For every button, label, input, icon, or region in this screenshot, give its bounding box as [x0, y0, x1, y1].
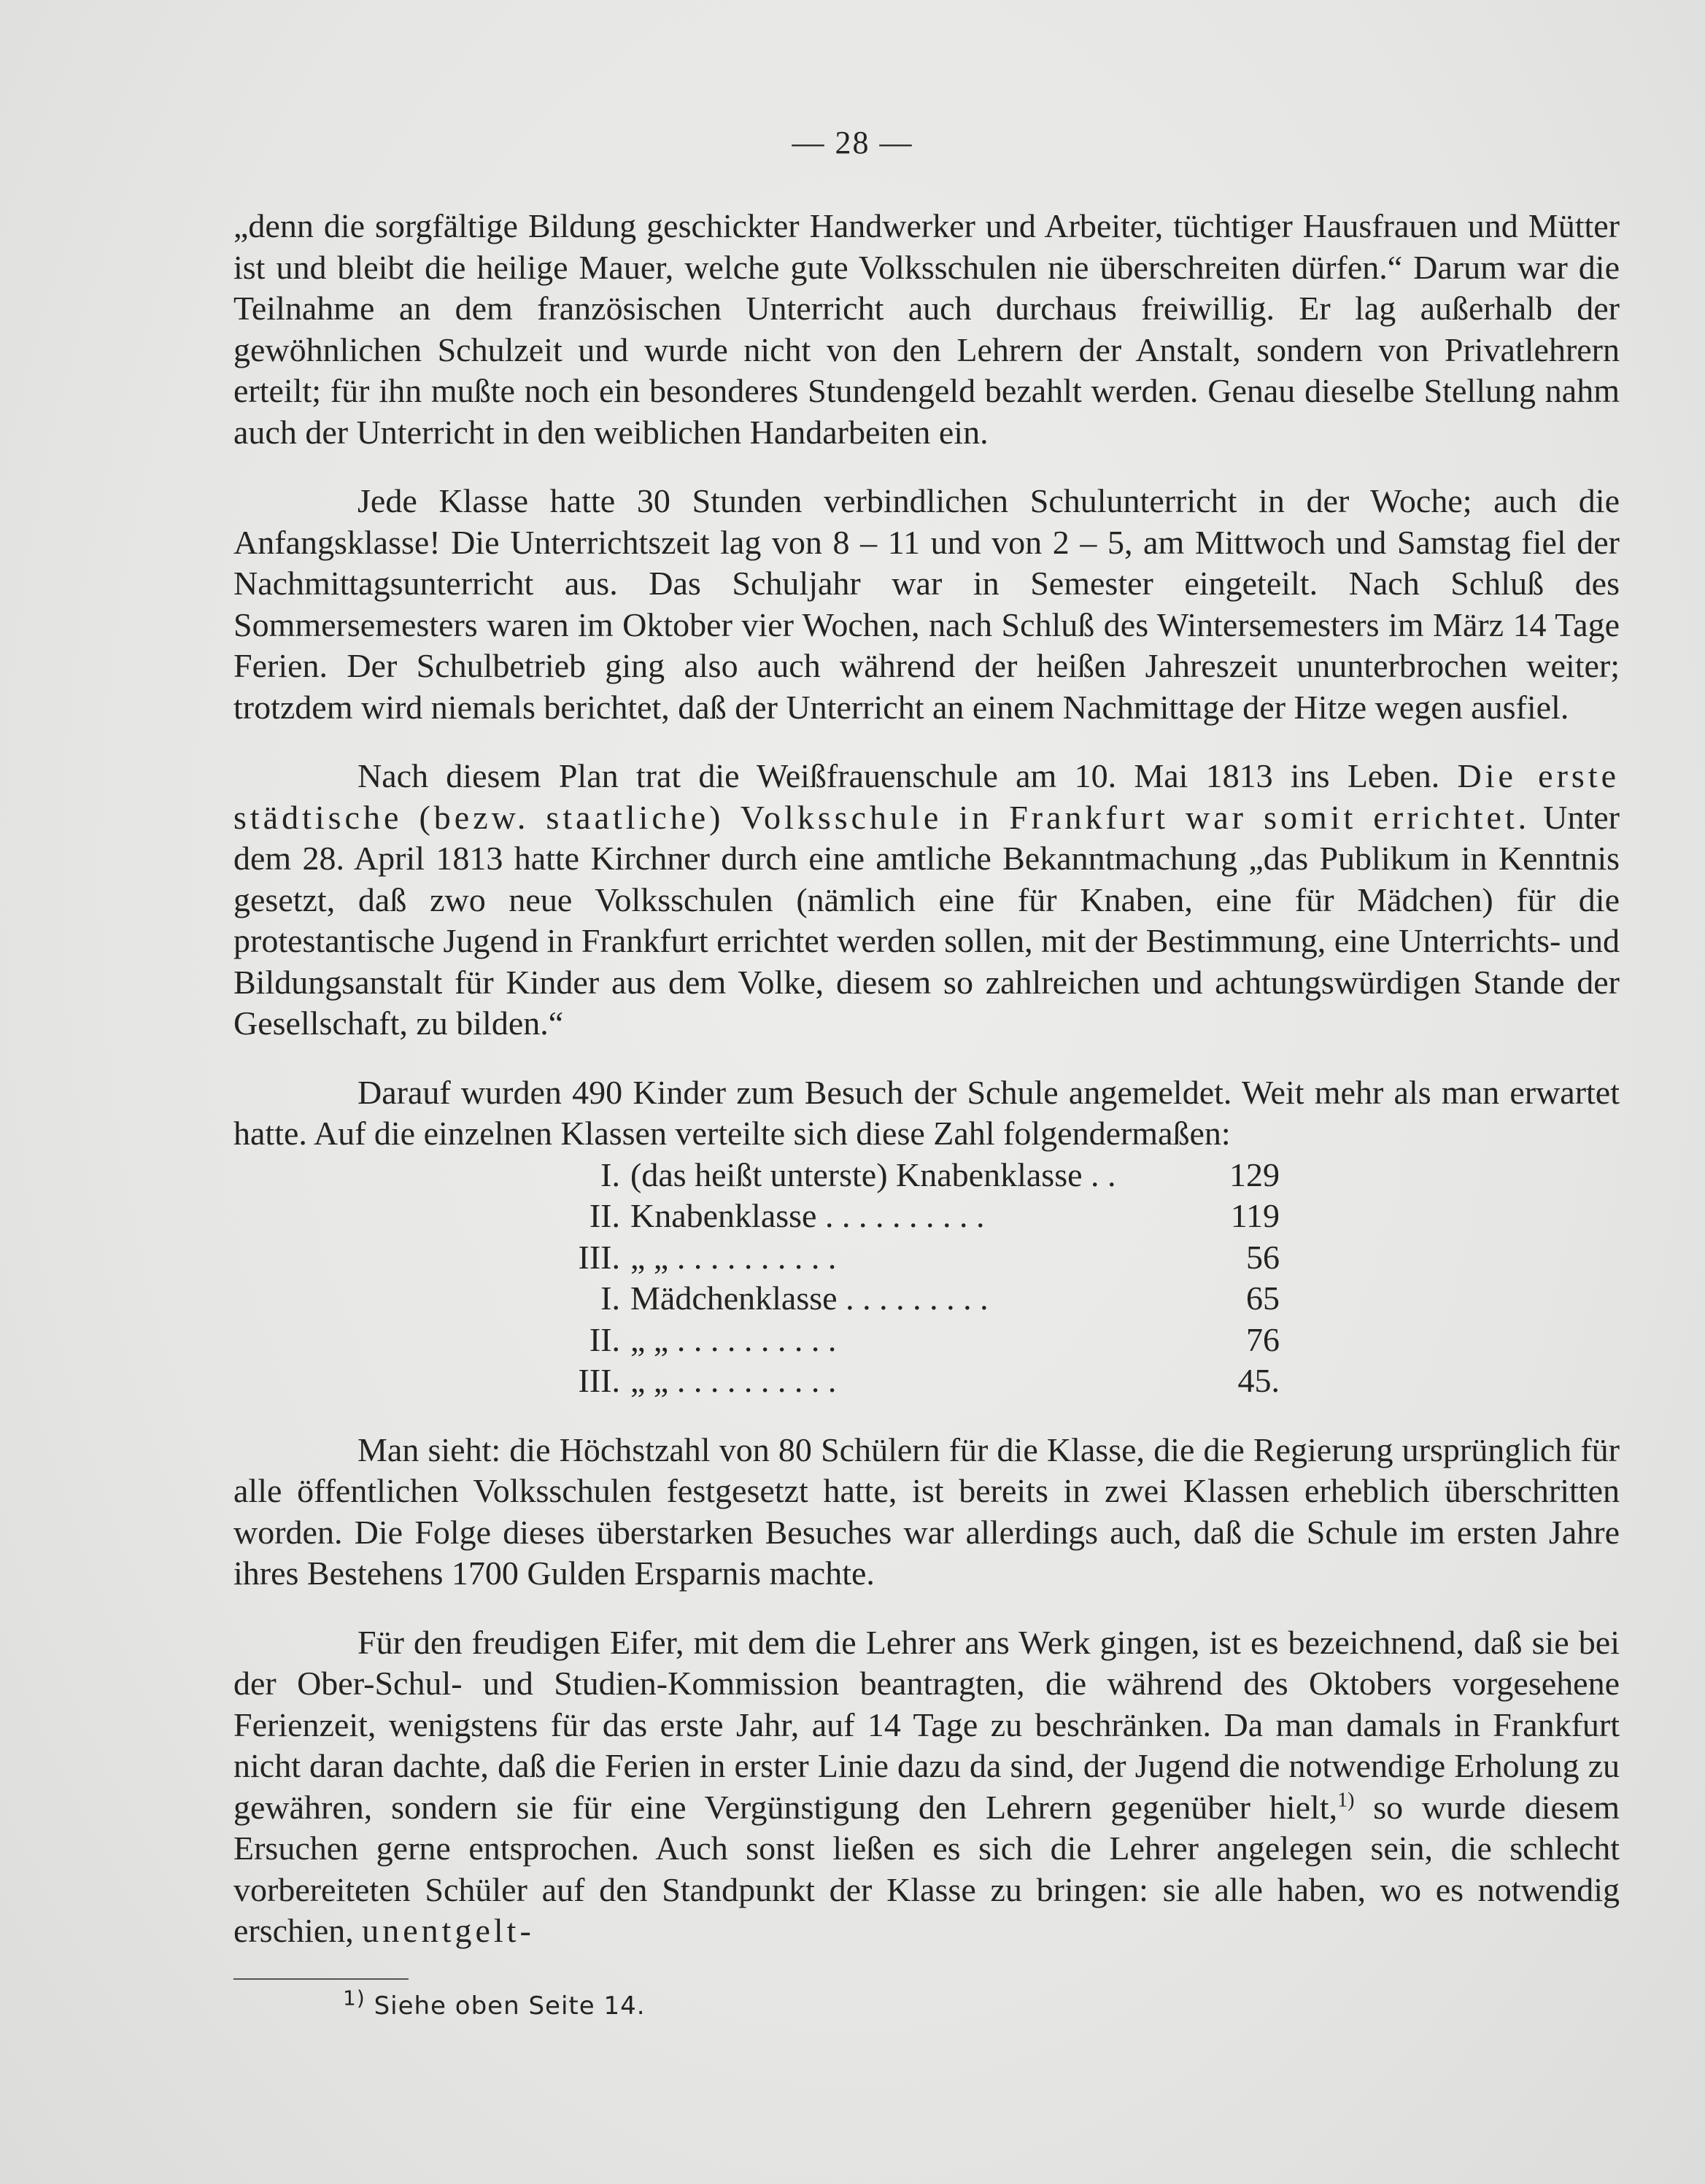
class-count: 119	[1230, 1197, 1280, 1234]
class-label: „ „ . . . . . . . . . .	[630, 1238, 837, 1276]
class-count: 65	[1246, 1279, 1280, 1317]
class-number: II.	[589, 1320, 620, 1358]
class-number: III.	[578, 1362, 620, 1399]
paragraph-5: Man sieht: die Höchstzahl von 80 Schülern für die Klasse, die die Regierung ursprünglich für alle öffentlichen Volksschulen festgesetzt hatte, ist bereits in zwei Klassen erheblich überschritten worden. Die Folge dieses überstarken Besuches war allerdings auch, daß die Schule im ersten Jahre ihres Bestehens 1700 Gulden Ersparnis machte.	[233, 1430, 1620, 1592]
paragraph-6-part-2: so wurde diesem Ersuchen gerne entsprochen. Auch sonst ließen es sich die Lehrer angelegen sein, die schlecht vorbereiteten Schüler auf den Standpunkt der Klasse zu bringen: sie alle haben, wo es notwendig erschien,	[233, 1788, 1620, 1949]
table-row	[540, 1155, 1280, 1196]
paragraph-2: Jede Klasse hatte 30 Stunden verbindlichen Schulunterricht in der Woche; auch die Anfangsklasse! Die Unterrichtszeit lag von 8 – 11 und von 2 – 5, am Mittwoch und Samstag fiel der Nachmittagsunterricht aus. Das Schuljahr war in Semester eingeteilt. Nach Schluß des Sommersemesters waren im Oktober vier Wochen, nach Schluß des Wintersemesters im März 14 Tage Ferien. Der Schulbetrieb ging also auch während der heißen Jahreszeit ununterbrochen weiter; trotzdem wird niemals berichtet, daß der Unterricht an einem Nachmittage der Hitze wegen ausfiel.	[233, 482, 1620, 726]
class-enrollment-table	[540, 1155, 1280, 1402]
paragraph-4: Darauf wurden 490 Kinder zum Besuch der Schule angemeldet. Weit mehr als man erwartet hatte. Auf die einzelnen Klassen verteilte sich diese Zahl folgendermaßen:	[233, 1073, 1620, 1152]
class-label: Mädchenklasse . . . . . . . . .	[630, 1279, 989, 1317]
class-label: (das heißt unterste) Knabenklasse . .	[630, 1155, 1116, 1193]
class-label: „ „ . . . . . . . . . .	[630, 1362, 837, 1399]
page-number: — 28 —	[792, 125, 913, 160]
table-row	[540, 1237, 1280, 1279]
paragraph-6-part-1: Für den freudigen Eifer, mit dem die Lehrer ans Werk gingen, ist es bezeichnend, daß sie bei der Ober-Schul- und Studien-Kommission beantragten, die während des Oktobers vorgesehene Ferienzeit, wenigstens für das erste Jahr, auf 14 Tage zu beschränken. Da man damals in Frankfurt nicht daran dachte, daß die Ferien in erster Linie dazu da sind, der Jugend die notwendige Erholung zu gewähren, sondern sie für eine Vergünstigung den Lehrern gegenüber hielt,	[233, 1623, 1620, 1826]
paragraph-3-spaced-emphasis: Die erste städtische (bezw. staatliche) Volksschule in Frankfurt war somit errichtet.	[233, 757, 1620, 836]
table-row	[540, 1196, 1280, 1237]
table-row	[540, 1278, 1280, 1320]
footnote-reference[interactable]: 1)	[1337, 1789, 1355, 1812]
footnote-mark: 1)	[343, 1986, 366, 2010]
class-label: Knabenklasse . . . . . . . . . .	[630, 1197, 985, 1234]
footnote-divider	[233, 1978, 409, 1980]
paragraph-1: „denn die sorgfältige Bildung geschickter Handwerker und Arbeiter, tüchtiger Hausfrauen und Mütter ist und bleibt die heilige Mauer, welche gute Volksschulen nie überschreiten dürfen.“ Darum war die Teilnahme an dem französischen Unterricht auch durchaus freiwillig. Er lag außerhalb der gewöhnlichen Schulzeit und wurde nicht von den Lehrern der Anstalt, sondern von Privatlehrern erteilt; für ihn mußte noch ein besonderes Stundengeld bezahlt werden. Genau dieselbe Stellung nahm auch der Unterricht in den weiblichen Handarbeiten ein.	[233, 207, 1620, 451]
paragraph-3-part-2: Unter dem 28. April 1813 hatte Kirchner durch eine amtliche Bekanntmachung „das Publikum in Kenntnis gesetzt, daß zwo neue Volksschulen (nämlich eine für Knaben, eine für Mädchen) für die protestantische Jugend in Frankfurt errichtet werden sollen, mit der Bestimmung, eine Unterrichts- und Bildungsanstalt für Kinder aus dem Volke, diesem so zahlreichen und achtungswürdigen Stande der Gesellschaft, zu bilden.“	[233, 798, 1620, 1042]
class-count: 76	[1246, 1320, 1280, 1358]
class-number: II.	[589, 1197, 620, 1234]
footnote	[343, 1986, 1620, 2021]
paragraph-3-part-1: Nach diesem Plan trat die Weißfrauenschule am 10. Mai 1813 ins Leben.	[357, 757, 1440, 794]
class-number: I.	[600, 1279, 620, 1317]
table-row	[540, 1320, 1280, 1361]
class-label: „ „ . . . . . . . . . .	[630, 1320, 837, 1358]
paragraph-3	[233, 756, 1620, 1045]
footnote-text: Siehe oben Seite 14.	[374, 1991, 646, 2021]
table-row	[540, 1360, 1280, 1402]
paragraph-6-spaced-end: unentgelt-	[362, 1912, 535, 1949]
class-count: 56	[1246, 1238, 1280, 1276]
class-count: 45.	[1237, 1362, 1280, 1399]
class-number: I.	[600, 1155, 620, 1193]
class-count: 129	[1229, 1155, 1280, 1193]
paragraph-6	[233, 1622, 1620, 1952]
class-number: III.	[578, 1238, 620, 1276]
page-body	[233, 206, 1620, 2021]
